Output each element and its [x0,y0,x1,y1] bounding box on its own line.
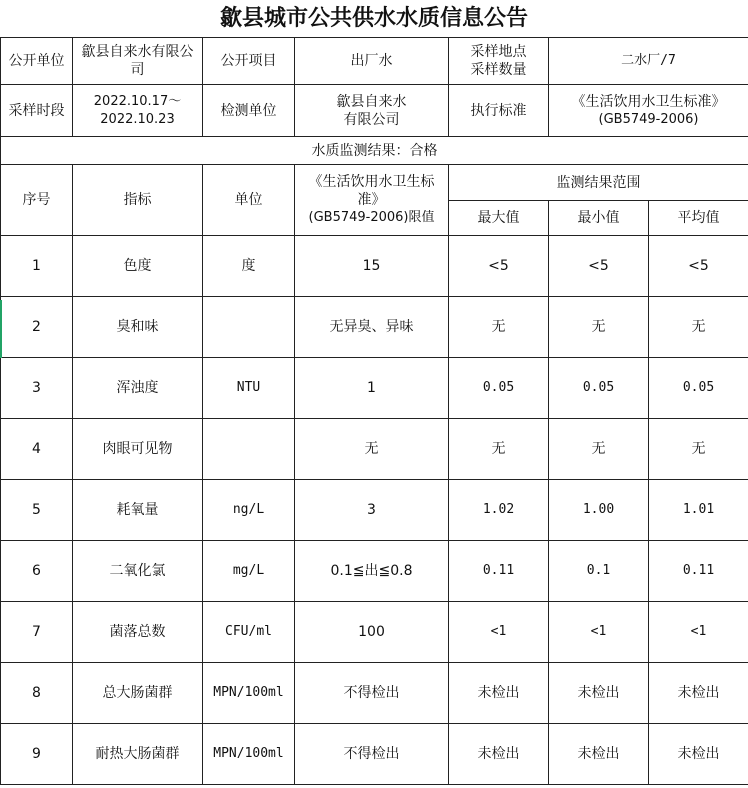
cell-indicator[interactable]: 色度 [73,236,203,297]
label-sampling-site-line2: 采样数量 [470,62,527,78]
label-item[interactable]: 公开项目 [203,38,295,85]
col-indicator[interactable]: 指标 [73,165,203,236]
cell-avg[interactable]: 无 [649,419,748,480]
cell-avg[interactable]: 0.05 [649,358,748,419]
cell-indicator[interactable]: 总大肠菌群 [73,663,203,724]
cell-avg[interactable]: <5 [649,236,748,297]
info-row-2 [1,85,748,137]
table-row [1,602,748,663]
cell-min[interactable]: 无 [549,297,649,358]
cell-unit[interactable] [203,419,295,480]
cell-unit[interactable]: ng/L [203,480,295,541]
cell-limit[interactable]: 无异臭、异味 [295,297,449,358]
cell-limit[interactable]: 不得检出 [295,724,449,785]
result-text[interactable]: 水质监测结果：合格 [1,137,748,165]
table-row [1,419,748,480]
cell-avg[interactable]: 未检出 [649,663,748,724]
cell-indicator[interactable]: 耗氧量 [73,480,203,541]
cell-min[interactable]: 未检出 [549,724,649,785]
col-limit-line1: 《生活饮用水卫生标 [308,174,435,190]
cell-avg[interactable]: 1.01 [649,480,748,541]
cell-indicator[interactable]: 耐热大肠菌群 [73,724,203,785]
cell-no[interactable]: 8 [1,663,73,724]
cell-avg[interactable]: 无 [649,297,748,358]
selection-accent-line [0,300,2,358]
cell-indicator[interactable]: 肉眼可见物 [73,419,203,480]
col-limit-line2: 准》 [357,192,386,208]
value-test-unit[interactable] [295,85,449,137]
cell-no[interactable]: 5 [1,480,73,541]
col-avg[interactable]: 平均值 [649,201,748,236]
cell-avg[interactable]: 0.11 [649,541,748,602]
cell-unit[interactable] [203,297,295,358]
table-row [1,480,748,541]
label-test-unit[interactable]: 检测单位 [203,85,295,137]
cell-limit[interactable]: 3 [295,480,449,541]
cell-indicator[interactable]: 菌落总数 [73,602,203,663]
cell-no[interactable]: 6 [1,541,73,602]
cell-max[interactable]: <5 [449,236,549,297]
cell-indicator[interactable]: 二氧化氯 [73,541,203,602]
col-unit[interactable]: 单位 [203,165,295,236]
value-standard[interactable] [549,85,748,137]
result-row [1,137,748,165]
cell-min[interactable]: 0.05 [549,358,649,419]
cell-no[interactable]: 2 [1,297,73,358]
table-row [1,724,748,785]
cell-indicator[interactable]: 浑浊度 [73,358,203,419]
water-quality-table [0,37,748,785]
cell-max[interactable]: 未检出 [449,724,549,785]
cell-max[interactable]: 无 [449,297,549,358]
label-sampling-site[interactable] [449,38,549,85]
cell-min[interactable]: 1.00 [549,480,649,541]
cell-limit[interactable]: 无 [295,419,449,480]
value-test-unit-line1: 歙县自来水 [336,93,407,110]
cell-min[interactable]: <1 [549,602,649,663]
cell-max[interactable]: 0.11 [449,541,549,602]
table-row [1,297,748,358]
cell-min[interactable]: 无 [549,419,649,480]
table-row [1,358,748,419]
value-item[interactable]: 出厂水 [295,38,449,85]
value-sampling-site[interactable]: 二水厂/7 [549,38,748,85]
cell-limit[interactable]: 1 [295,358,449,419]
cell-min[interactable]: 未检出 [549,663,649,724]
label-sampling-site-line1: 采样地点 [470,44,527,60]
cell-no[interactable]: 7 [1,602,73,663]
label-publisher[interactable]: 公开单位 [1,38,73,85]
cell-unit[interactable]: CFU/ml [203,602,295,663]
cell-limit[interactable]: 100 [295,602,449,663]
cell-max[interactable]: <1 [449,602,549,663]
cell-avg[interactable]: <1 [649,602,748,663]
page-title: 歙县城市公共供水水质信息公告 [219,5,528,31]
value-sampling-period[interactable]: 2022.10.17～2022.10.23 [73,85,203,137]
info-row-1 [1,38,748,85]
value-publisher[interactable]: 歙县自来水有限公司 [73,38,203,85]
cell-no[interactable]: 1 [1,236,73,297]
col-limit[interactable] [295,165,449,236]
col-max[interactable]: 最大值 [449,201,549,236]
table-row [1,663,748,724]
cell-max[interactable]: 0.05 [449,358,549,419]
cell-limit[interactable]: 0.1≦出≦0.8 [295,541,449,602]
col-no[interactable]: 序号 [1,165,73,236]
cell-no[interactable]: 9 [1,724,73,785]
label-sampling-period[interactable]: 采样时段 [1,85,73,137]
cell-unit[interactable]: MPN/100ml [203,663,295,724]
col-limit-line3: (GB5749-2006)限值 [308,210,435,225]
label-standard[interactable]: 执行标准 [449,85,549,137]
cell-max[interactable]: 未检出 [449,663,549,724]
value-standard-line2: (GB5749-2006) [598,111,699,127]
cell-no[interactable]: 4 [1,419,73,480]
cell-no[interactable]: 3 [1,358,73,419]
cell-avg[interactable]: 未检出 [649,724,748,785]
cell-limit[interactable]: 15 [295,236,449,297]
cell-min[interactable]: 0.1 [549,541,649,602]
cell-limit[interactable]: 不得检出 [295,663,449,724]
value-standard-line1: 《生活饮用水卫生标准》 [571,93,726,110]
value-test-unit-line2: 有限公司 [343,111,400,128]
table-row [1,236,748,297]
column-header-row-1 [1,165,748,201]
cell-unit[interactable]: mg/L [203,541,295,602]
table-row [1,541,748,602]
col-range[interactable]: 监测结果范围 [449,165,748,201]
cell-unit[interactable]: NTU [203,358,295,419]
cell-unit[interactable]: MPN/100ml [203,724,295,785]
cell-max[interactable]: 1.02 [449,480,549,541]
cell-max[interactable]: 无 [449,419,549,480]
cell-min[interactable]: <5 [549,236,649,297]
col-min[interactable]: 最小值 [549,201,649,236]
cell-indicator[interactable]: 臭和味 [73,297,203,358]
cell-unit[interactable]: 度 [203,236,295,297]
